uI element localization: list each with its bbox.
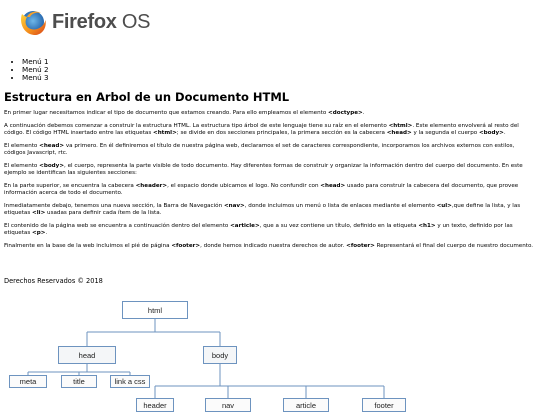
paragraph-text: , que a su vez contiene un título, definido en la etiqueta: [259, 223, 419, 229]
footer-copyright: Derechos Reservados © 2018: [4, 277, 103, 285]
paragraph-text: En la parte superior, se encuentra la cabecera: [4, 183, 136, 189]
paragraph-text: y la segunda el cuerpo: [411, 130, 479, 136]
paragraph-text: y un texto, definido por las etiquetas: [4, 223, 513, 236]
paragraph: [4, 223, 534, 237]
paragraph: [4, 143, 534, 157]
code-tag: <footer>: [346, 243, 375, 249]
node-body: body: [203, 346, 237, 364]
paragraph-text: usadas para definir cada ítem de la lista.: [45, 210, 162, 216]
paragraph: [4, 110, 534, 117]
code-tag: <body>: [39, 163, 65, 169]
code-tag: <footer>: [171, 243, 201, 249]
code-tag: <nav>: [223, 203, 245, 209]
node-title: title: [61, 375, 97, 388]
paragraph-text: Finalmente en la base de la web incluimos el pié de página: [4, 243, 172, 249]
code-tag: <article>: [230, 223, 260, 229]
menu-item[interactable]: • Menú 3: [22, 74, 49, 82]
code-tag: <html>: [388, 123, 413, 129]
code-tag: <header>: [135, 183, 168, 189]
paragraph-text: En primer lugar necesitamos indicar el tipo de documento que estamos creando. Para ello empleamos el elemento: [4, 110, 329, 116]
brand-wordmark: [52, 11, 150, 34]
paragraph-text: va primero. En él definiremos el título de nuestra página web, declaramos el set de caracteres correspondiente, incorporamos los archivos externos con estilos, códigos Javascript, rtc.: [4, 143, 515, 156]
node-nav: nav: [205, 398, 251, 412]
code-tag: <html>: [153, 130, 177, 136]
paragraph-text: El elemento: [4, 143, 40, 149]
paragraph-text: , donde incluimos un menú o lista de enlaces mediante el elemento: [244, 203, 437, 209]
paragraph-text: El contenido de la página web se encuentra a continuación dentro del elemento: [4, 223, 231, 229]
code-tag: <body>: [478, 130, 504, 136]
node-html: html: [122, 301, 188, 319]
node-link-css: link a css: [110, 375, 150, 388]
paragraph-text: A continuación debemos comenzar a construir la estructura HTML. La estructura tipo árbol de este lenguaje tiene su raíz en el elemento: [4, 123, 389, 129]
nav-menu: [8, 58, 49, 82]
paragraph-text: .: [362, 110, 365, 116]
code-tag: <head>: [320, 183, 346, 189]
code-tag: <ul>: [436, 203, 452, 209]
paragraph-text: , el cuerpo, representa la parte visible de todo documento. Hay diferentes formas de construir y organizar la información dentro del cuerpo del documento. En este ejemplo se identifican las siguientes secciones:: [4, 163, 523, 176]
paragraph-text: , donde hemos indicado nuestra derechos de autor.: [200, 243, 347, 249]
brand-name: Firefox: [52, 10, 117, 33]
code-tag: <head>: [39, 143, 65, 149]
paragraph-text: usado para construir la cabecera del documento, que provee información acerca de todo el documento.: [4, 183, 519, 196]
menu-item[interactable]: • Menú 1: [22, 58, 49, 66]
paragraph-text: ,que define la lista, y las etiquetas: [4, 203, 521, 216]
code-tag: <doctype>: [328, 110, 363, 116]
paragraph: [4, 123, 534, 137]
paragraph-text: El elemento: [4, 163, 40, 169]
html-tree-diagram: [0, 298, 540, 410]
paragraph: [4, 163, 534, 177]
paragraph: [4, 243, 534, 250]
paragraph-text: .: [503, 130, 506, 136]
menu-item[interactable]: • Menú 2: [22, 66, 49, 74]
paragraph: [4, 203, 534, 217]
firefox-os-logo[interactable]: [16, 6, 150, 38]
paragraph-text: Inmediatamente debajo, tenemos una nueva sección, la Barra de Navegación: [4, 203, 224, 209]
paragraph-text: .: [45, 230, 48, 236]
node-header: header: [136, 398, 174, 412]
brand-suffix: OS: [121, 10, 151, 33]
paragraph-text: ; se divide en dos secciones principales, la primera sección es la cabecera: [176, 130, 387, 136]
node-head: head: [58, 346, 116, 364]
code-tag: <h1>: [418, 223, 436, 229]
node-footer: footer: [362, 398, 406, 412]
firefox-globe-icon: [16, 6, 48, 38]
paragraph-text: , el espacio donde ubicamos el logo. No confundir con: [167, 183, 321, 189]
article-body: [4, 110, 534, 256]
paragraph-text: . Este elemento envolverá al resto del código. El código HTML insertado entre las etiquetas: [4, 123, 519, 136]
paragraph: [4, 183, 534, 197]
page-title: Estructura en Arbol de un Documento HTML: [4, 90, 290, 104]
node-article: article: [283, 398, 329, 412]
code-tag: <head>: [386, 130, 412, 136]
node-meta: meta: [9, 375, 47, 388]
code-tag: <li>: [32, 210, 46, 216]
paragraph-text: Representará el final del cuerpo de nuestro documento.: [374, 243, 534, 249]
code-tag: <p>: [32, 230, 46, 236]
